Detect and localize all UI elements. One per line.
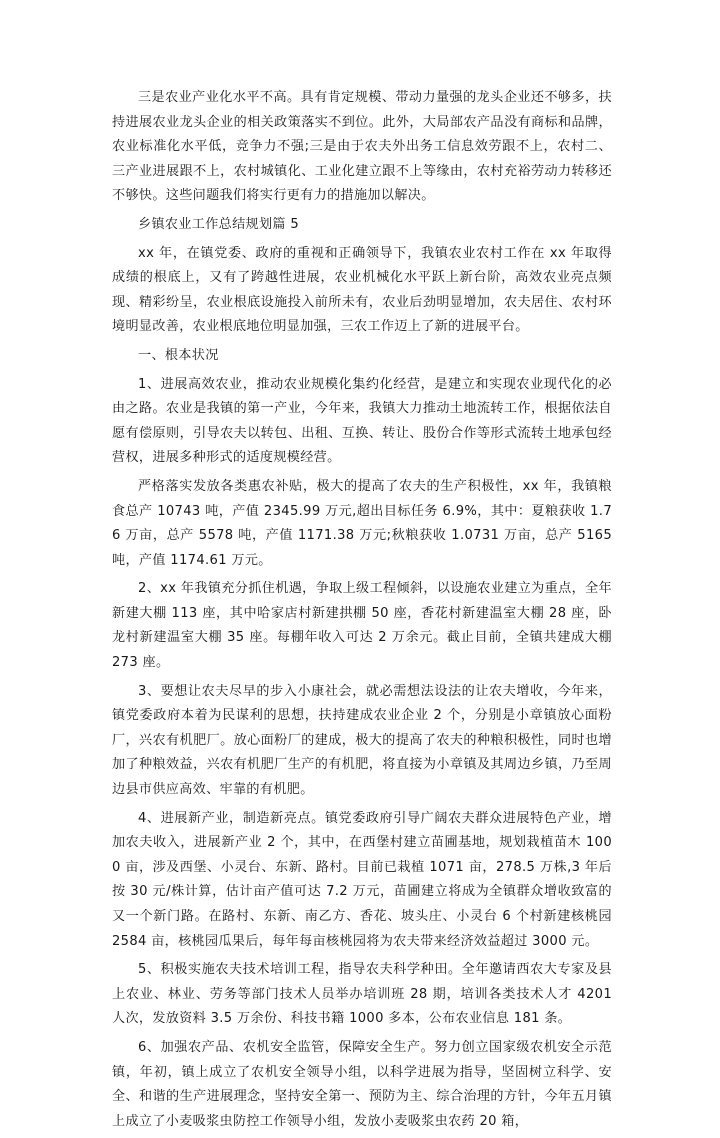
paragraph-item-3: 3、要想让农夫尽早的步入小康社会，就必需想法设法的让农夫增收，今年来，镇党委政府本着为民谋利的思想，扶持建成农业企业 2 个，分别是小章镇放心面粉厂，兴农有机肥厂。放心面粉厂的建成，极大的提高了农夫的种粮积极性，同时也增加了种粮效益，兴农有机肥厂生产的有机肥，将直接为小章镇及其周边乡镇，乃至周边县市供应高效、牢靠的有机肥。 bbox=[112, 683, 612, 798]
paragraph-item-5: 5、积极实施农夫技术培训工程，指导农夫科学种田。全年邀请西农大专家及县上农业、林业、劳务等部门技术人员举办培训班 28 期，培训各类技术人才 4201 人次，发放资料 3.5 万余份、科技书籍 1000 多本，公布农业信息 181 条。 bbox=[112, 962, 612, 1027]
paragraph-item-6: 6、加强农产品、农机安全监管，保障安全生产。努力创立国家级农机安全示范镇，年初，镇上成立了农机安全领导小组，以科学进展为指导，坚固树立科学、安全、和谐的生产进展理念，坚持安全第一、预防为主、综合治理的方针，今年五月镇上成立了小麦吸浆虫防控工作领导小组，发放小麦吸浆虫农药 20 箱， bbox=[112, 1039, 612, 1129]
paragraph-intro: xx 年，在镇党委、政府的重视和正确领导下，我镇农业农村工作在 xx 年取得成绩的根底上，又有了跨越性进展，农业机械化水平跃上新台阶，高效农业亮点频现、精彩纷呈，农业根底设施投入前所未有，农业后劲明显增加，农夫居住、农村环境明显改善，农业根底地位明显加强，三农工作迈上了新的进展平台。 bbox=[112, 245, 612, 335]
section-title: 乡镇农业工作总结规划篇 5 bbox=[138, 216, 300, 232]
section-heading-basic-situation: 一、根本状况 bbox=[138, 347, 219, 363]
paragraph-grain-output: 严格落实发放各类惠农补贴，极大的提高了农夫的生产积极性，xx 年，我镇粮食总产 10743 吨，产值 2345.99 万元,超出目标任务 6.9%，其中：夏粮获收 1.76 万亩，总产 5578 吨，产值 1171.38 万元;秋粮获收 1.0731 万亩，总产 5165 吨，产值 1174.61 万元。 bbox=[112, 478, 612, 568]
paragraph-item-2: 2、xx 年我镇充分抓住机遇，争取上级工程倾斜，以设施农业建立为重点，全年新建大棚 113 座，其中哈家店村新建拱棚 50 座，香花村新建温室大棚 28 座，卧龙村新建温室大棚 35 座。每棚年收入可达 2 万余元。截止目前，全镇共建成大棚 273 座。 bbox=[112, 581, 612, 671]
paragraph-item-4: 4、进展新产业，制造新亮点。镇党委政府引导广阔农夫群众进展特色产业，增加农夫收入，进展新产业 2 个，其中，在西堡村建立苗圃基地，规划栽植苗木 1000 亩，涉及西堡、小灵台、东新、路村。目前已栽植 1071 亩，278.5 万株,3 年后按 30 元/株计算，估计亩产值可达 7.2 万元，苗圃建立将成为全镇群众增收致富的又一个新门路。在路村、东新、南乙方、香花、坡头庄、小灵台 6 个村新建核桃园 2584 亩，核桃园瓜果后，每年每亩核桃园将为农夫带来经济效益超过 3000 元。 bbox=[112, 810, 612, 949]
document-body bbox=[112, 86, 612, 1138]
paragraph-item-1: 1、进展高效农业，推动农业规模化集约化经营，是建立和实现农业现代化的必由之路。农业是我镇的第一产业，今年来，我镇大力推动土地流转工作，根据依法自愿有偿原则，引导农夫以转包、出租、互换、转让、股份合作等形式流转土地承包经营权，进展多种形式的适度规模经营。 bbox=[112, 376, 612, 466]
paragraph-agricultural-problems: 三是农业产业化水平不高。具有肯定规模、带动力量强的龙头企业还不够多，扶持进展农业龙头企业的相关政策落实不到位。此外，大局部农产品没有商标和品牌，农业标准化水平低，竞争力不强;三是由于农夫外出务工信息效劳跟不上，农村二、三产业进展跟不上，农村城镇化、工业化建立跟不上等缘由，农村充裕劳动力转移还不够快。这些问题我们将实行更有力的措施加以解决。 bbox=[112, 90, 612, 204]
